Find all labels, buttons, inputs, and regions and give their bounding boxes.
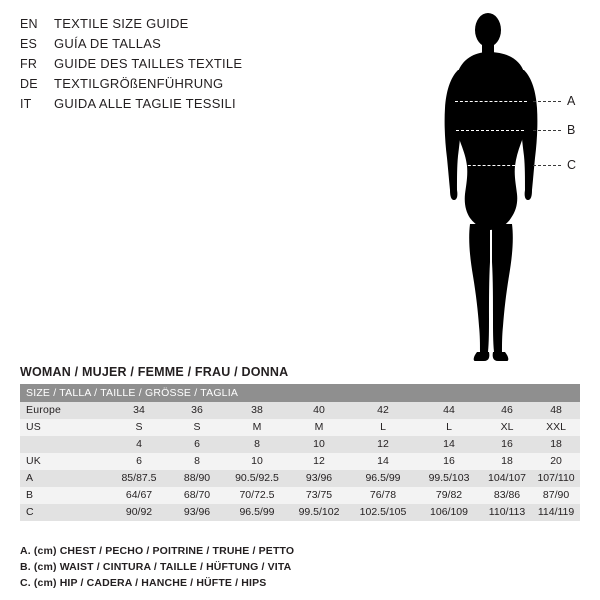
table-row [20, 487, 580, 504]
table-cell: 10 [288, 436, 350, 453]
measurement-notes [20, 543, 580, 591]
hip-leader-line [533, 165, 561, 166]
table-cell: 12 [350, 436, 416, 453]
table-cell: 87/90 [532, 487, 580, 504]
table-cell: 99.5/103 [416, 470, 482, 487]
table-cell: 36 [168, 402, 226, 419]
table-row [20, 436, 580, 453]
table-cell: 6 [110, 453, 168, 470]
size-table-wrapper [20, 384, 580, 521]
table-cell: 88/90 [168, 470, 226, 487]
size-table [20, 384, 580, 521]
table-cell: 93/96 [168, 504, 226, 521]
female-silhouette-icon [400, 8, 590, 368]
table-header-row [20, 384, 580, 402]
table-cell: 76/78 [350, 487, 416, 504]
row-label: A [20, 470, 110, 487]
row-label: B [20, 487, 110, 504]
measure-label-c: C [567, 158, 577, 172]
note-waist: B. (cm) WAIST / CINTURA / TAILLE / HÜFTUNG / VITA [20, 561, 292, 573]
table-cell: 44 [416, 402, 482, 419]
table-cell: M [226, 419, 288, 436]
table-cell: 46 [482, 402, 532, 419]
table-row [20, 470, 580, 487]
waist-leader-line [533, 130, 561, 131]
table-cell: 85/87.5 [110, 470, 168, 487]
language-title: TEXTILGRÖßENFÜHRUNG [54, 76, 224, 91]
table-row [20, 453, 580, 470]
hip-measure-line [458, 165, 520, 166]
table-cell: L [350, 419, 416, 436]
table-row [20, 504, 580, 521]
table-cell: 83/86 [482, 487, 532, 504]
language-code: ES [20, 37, 38, 51]
table-cell: 38 [226, 402, 288, 419]
table-cell: 34 [110, 402, 168, 419]
row-label: UK [20, 453, 110, 470]
table-cell: 18 [482, 453, 532, 470]
table-cell: 40 [288, 402, 350, 419]
table-cell: 114/119 [532, 504, 580, 521]
table-cell: 48 [532, 402, 580, 419]
table-cell: 102.5/105 [350, 504, 416, 521]
table-cell: 90.5/92.5 [226, 470, 288, 487]
measure-label-a: A [567, 94, 576, 108]
table-row [20, 419, 580, 436]
table-cell: 79/82 [416, 487, 482, 504]
table-cell: 68/70 [168, 487, 226, 504]
language-code: EN [20, 17, 38, 31]
table-cell: 12 [288, 453, 350, 470]
row-label: C [20, 504, 110, 521]
language-code: DE [20, 77, 38, 91]
table-cell: 90/92 [110, 504, 168, 521]
section-heading: WOMAN / MUJER / FEMME / FRAU / DONNA [20, 365, 289, 379]
language-title: GUIDE DES TAILLES TEXTILE [54, 56, 243, 71]
table-cell: 93/96 [288, 470, 350, 487]
language-code: FR [20, 57, 38, 71]
language-row [20, 94, 350, 114]
language-title: GUIDA ALLE TAGLIE TESSILI [54, 96, 236, 111]
table-cell: 16 [416, 453, 482, 470]
table-cell: 42 [350, 402, 416, 419]
table-cell: 6 [168, 436, 226, 453]
table-cell: L [416, 419, 482, 436]
table-cell: 99.5/102 [288, 504, 350, 521]
language-row [20, 74, 350, 94]
row-label: Europe [20, 402, 110, 419]
language-title: TEXTILE SIZE GUIDE [54, 16, 189, 31]
table-cell: 8 [168, 453, 226, 470]
row-label [20, 436, 110, 453]
waist-measure-line [456, 130, 524, 131]
language-row [20, 34, 350, 54]
table-cell: XL [482, 419, 532, 436]
table-cell: 10 [226, 453, 288, 470]
table-cell: 14 [350, 453, 416, 470]
table-cell: 20 [532, 453, 580, 470]
language-title-block [20, 14, 350, 114]
table-cell: M [288, 419, 350, 436]
table-cell: 110/113 [482, 504, 532, 521]
table-cell: 106/109 [416, 504, 482, 521]
table-cell: XXL [532, 419, 580, 436]
row-label: US [20, 419, 110, 436]
table-cell: 4 [110, 436, 168, 453]
table-cell: 96.5/99 [226, 504, 288, 521]
table-cell: S [168, 419, 226, 436]
chest-leader-line [533, 101, 561, 102]
measure-label-b: B [567, 123, 576, 137]
language-title: GUÍA DE TALLAS [54, 36, 162, 51]
language-code: IT [20, 97, 32, 111]
body-figure [400, 8, 590, 368]
table-row [20, 402, 580, 419]
chest-measure-line [455, 101, 527, 102]
language-row [20, 14, 350, 34]
table-cell: 104/107 [482, 470, 532, 487]
table-cell: 96.5/99 [350, 470, 416, 487]
table-cell: 107/110 [532, 470, 580, 487]
table-cell: 14 [416, 436, 482, 453]
table-cell: 8 [226, 436, 288, 453]
table-cell: S [110, 419, 168, 436]
table-cell: 16 [482, 436, 532, 453]
note-hip: C. (cm) HIP / CADERA / HANCHE / HÜFTE / HIPS [20, 577, 267, 589]
table-header-label: SIZE / TALLA / TAILLE / GRÖSSE / TAGLIA [20, 384, 580, 402]
table-cell: 18 [532, 436, 580, 453]
language-row [20, 54, 350, 74]
table-cell: 70/72.5 [226, 487, 288, 504]
table-cell: 64/67 [110, 487, 168, 504]
note-chest: A. (cm) CHEST / PECHO / POITRINE / TRUHE / PETTO [20, 545, 295, 557]
table-cell: 73/75 [288, 487, 350, 504]
